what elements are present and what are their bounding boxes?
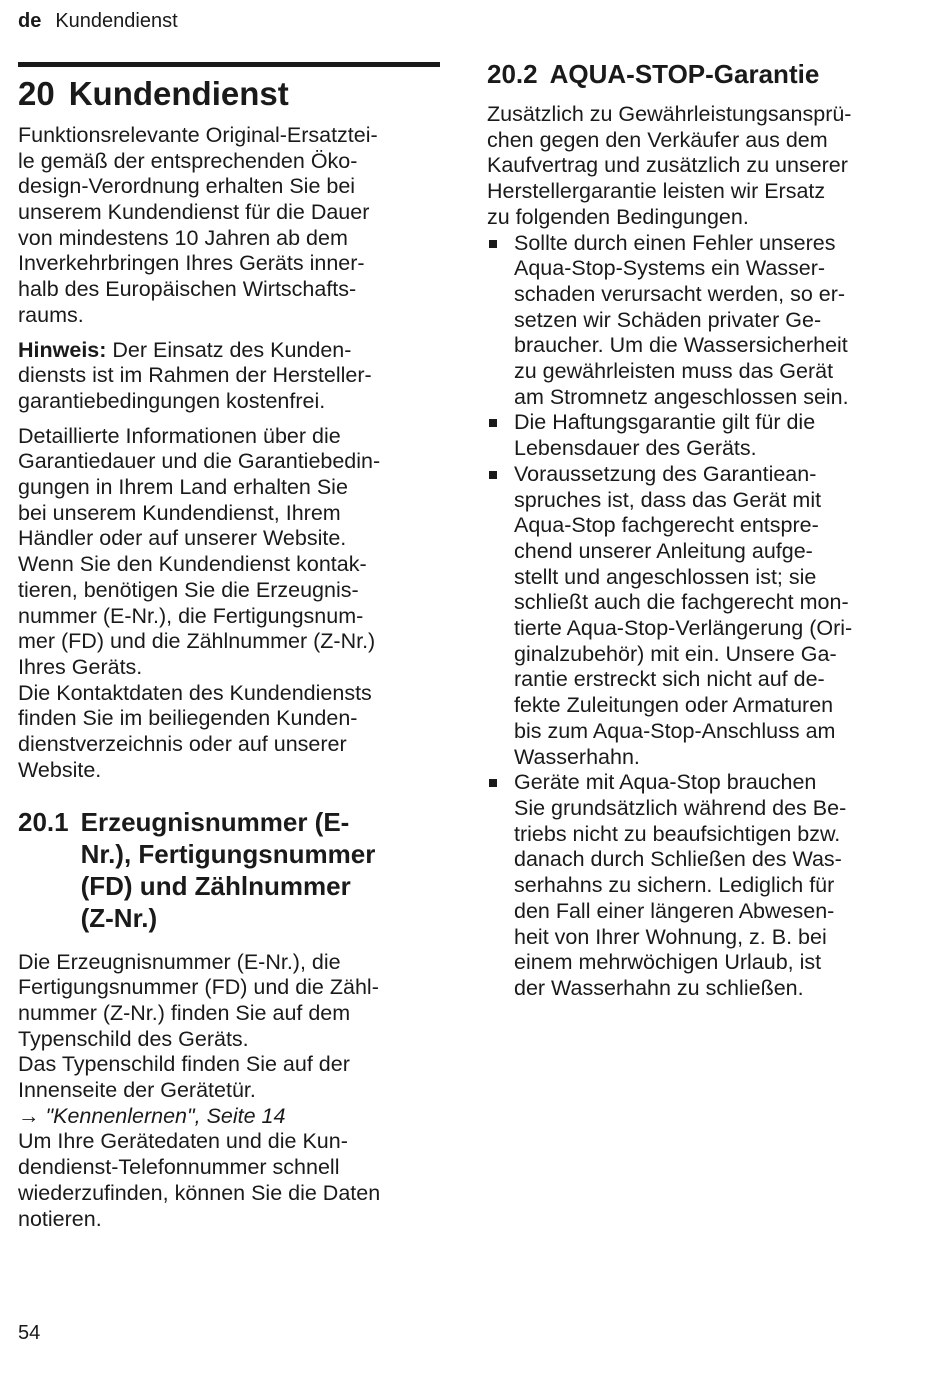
text-line: Aqua-Stop-Systems ein Wasser- — [514, 256, 826, 281]
page-number: 54 — [18, 1322, 41, 1344]
text-line: Sollte durch einen Fehler unseres — [514, 230, 836, 255]
details-paragraph — [18, 424, 440, 784]
subsection-title — [81, 806, 440, 934]
text-line: Website. — [18, 757, 102, 782]
note-label: Hinweis: — [18, 337, 107, 362]
text-line: stellt und angeschlossen ist; sie — [514, 564, 817, 589]
cross-reference-link[interactable]: → "Kennenlernen", Seite 14 — [18, 1103, 286, 1128]
heading-line: Erzeugnisnummer (E- — [80, 806, 350, 837]
text-line: Funktionsrelevante Original-Ersatztei- — [18, 122, 378, 147]
text-line: von mindestens 10 Jahren ab dem — [18, 225, 348, 250]
bullet-square-icon — [489, 419, 497, 427]
text-line: Typenschild des Geräts. — [18, 1026, 249, 1051]
text-line: braucher. Um die Wassersicherheit — [514, 333, 848, 358]
section-number: 20 — [18, 75, 55, 112]
text-line: schließt auch die fachgerecht mon- — [514, 590, 849, 615]
text-line: Geräte mit Aqua-Stop brauchen — [514, 770, 817, 795]
text-line: Die Kontaktdaten des Kundendiensts — [18, 680, 372, 705]
text-line: Wasserhahn. — [514, 744, 640, 769]
text-line: Fertigungsnummer (FD) und die Zähl- — [18, 975, 379, 1000]
subsection-heading-20-2 — [487, 58, 913, 90]
text-line: chen gegen den Verkäufer aus dem — [487, 127, 828, 152]
text-line: Detaillierte Informationen über die — [18, 423, 341, 448]
text-line: triebs nicht zu beaufsichtigen bzw. — [514, 821, 841, 846]
text-line: garantiebedingungen kostenfrei. — [18, 388, 326, 413]
heading-line: Nr.), Fertigungsnummer — [80, 838, 376, 869]
bullet-square-icon — [489, 779, 497, 787]
text-line: bei unserem Kundendienst, Ihrem — [18, 500, 341, 525]
intro-paragraph — [18, 123, 440, 329]
text-line: Aqua-Stop fachgerecht entspre- — [514, 513, 819, 538]
text-line: chend unserer Anleitung aufge- — [514, 538, 813, 563]
text-line: Garantiedauer und die Garantiebedin- — [18, 449, 381, 474]
list-item — [487, 770, 913, 1001]
text-line: den Fall einer längeren Abwesen- — [514, 898, 835, 923]
heading-rule — [18, 62, 440, 67]
text-line: le gemäß der entsprechenden Öko- — [18, 148, 358, 173]
text-line: zu gewährleisten muss das Gerät — [514, 359, 834, 384]
text-line: Voraussetzung des Garantiean- — [514, 461, 817, 486]
text-line: Innenseite der Gerätetür. — [18, 1078, 256, 1103]
subsection-number: 20.1 — [18, 806, 69, 837]
nameplate-paragraph — [18, 950, 440, 1233]
left-column — [18, 62, 440, 1232]
text-line: Sie grundsätzlich während des Be- — [514, 795, 847, 820]
text-line: design-Verordnung erhalten Sie bei — [18, 174, 356, 199]
subsection-heading-20-1 — [18, 806, 440, 934]
text-line: Wenn Sie den Kundendienst kontak- — [18, 552, 367, 577]
text-line: Herstellergarantie leisten wir Ersatz — [487, 179, 826, 204]
text-line: nummer (E-Nr.), die Fertigungsnum- — [18, 603, 364, 628]
list-item — [487, 410, 913, 461]
text-line: gungen in Ihrem Land erhalten Sie — [18, 475, 348, 500]
text-line: dienstverzeichnis oder auf unserer — [18, 732, 347, 757]
list-item — [487, 231, 913, 411]
section-title: Kundendienst — [68, 75, 289, 112]
subsection-number: 20.2 — [487, 59, 538, 89]
text-line: diensts ist im Rahmen der Hersteller- — [18, 363, 372, 388]
text-line: dendienst-Telefonnummer schnell — [18, 1155, 340, 1180]
text-line: Die Haftungsgarantie gilt für die — [514, 410, 816, 435]
bullet-square-icon — [489, 471, 497, 479]
text-line: wiederzufinden, können Sie die Daten — [18, 1180, 381, 1205]
text-line: Um Ihre Gerätedaten und die Kun- — [18, 1129, 348, 1154]
text-line: notieren. — [18, 1206, 102, 1231]
text-line: setzen wir Schäden privater Ge- — [514, 307, 822, 332]
language-code: de — [18, 10, 42, 32]
text-line: danach durch Schließen des Was- — [514, 847, 842, 872]
section-heading — [18, 75, 440, 113]
text-line: Zusätzlich zu Gewährleistungsansprü- — [487, 102, 852, 126]
text-line: Händler oder auf unserer Website. — [18, 526, 347, 551]
bullet-square-icon — [489, 240, 497, 248]
text-line: raums. — [18, 302, 84, 327]
heading-line: (FD) und Zählnummer — [80, 870, 351, 901]
text-line: serhahns zu sichern. Lediglich für — [514, 873, 835, 898]
text-line: Das Typenschild finden Sie auf der — [18, 1052, 350, 1077]
text-line: Kaufvertrag und zusätzlich zu unserer — [487, 153, 848, 178]
note-paragraph — [18, 338, 440, 415]
aquastop-intro — [487, 102, 913, 231]
text-line: Der Einsatz des Kunden- — [106, 337, 352, 362]
text-line: bis zum Aqua-Stop-Anschluss am — [514, 718, 836, 743]
text-line: Inverkehrbringen Ihres Geräts inner- — [18, 251, 365, 276]
text-line: finden Sie im beiliegenden Kunden- — [18, 706, 358, 731]
text-line: mer (FD) und die Zählnummer (Z-Nr.) — [18, 629, 376, 654]
text-line: Ihres Geräts. — [18, 655, 143, 679]
heading-line: (Z-Nr.) — [80, 902, 158, 933]
text-line: einem mehrwöchigen Urlaub, ist — [514, 950, 822, 975]
text-line: nummer (Z-Nr.) finden Sie auf dem — [18, 1000, 351, 1025]
warranty-conditions-list — [487, 231, 913, 1002]
text-line: spruches ist, dass das Gerät mit — [514, 487, 822, 512]
text-line: ginalzubehör) mit ein. Unsere Ga- — [514, 641, 837, 666]
text-line: am Stromnetz angeschlossen sein. — [514, 384, 849, 409]
running-header-title: Kundendienst — [55, 10, 178, 32]
text-line: Die Erzeugnisnummer (E-Nr.), die — [18, 949, 341, 974]
text-line: der Wasserhahn zu schließen. — [514, 975, 804, 1000]
text-line: tieren, benötigen Sie die Erzeugnis- — [18, 577, 359, 602]
running-header — [18, 10, 178, 33]
text-line: heit von Ihrer Wohnung, z. B. bei — [514, 924, 827, 949]
text-line: zu folgenden Bedingungen. — [487, 204, 749, 229]
text-line: schaden verursacht werden, so er- — [514, 281, 846, 306]
text-line: Lebensdauer des Geräts. — [514, 436, 757, 461]
list-item — [487, 462, 913, 770]
text-line: tierte Aqua-Stop-Verlängerung (Ori- — [514, 616, 853, 641]
subsection-title: AQUA-STOP-Garantie — [549, 59, 820, 89]
text-line: halb des Europäischen Wirtschafts- — [18, 277, 357, 302]
text-line: fekte Zuleitungen oder Armaturen — [514, 693, 834, 718]
text-line: rantie erstreckt sich nicht auf de- — [514, 667, 825, 692]
text-line: unserem Kundendienst für die Dauer — [18, 200, 370, 225]
right-column — [487, 58, 913, 1002]
